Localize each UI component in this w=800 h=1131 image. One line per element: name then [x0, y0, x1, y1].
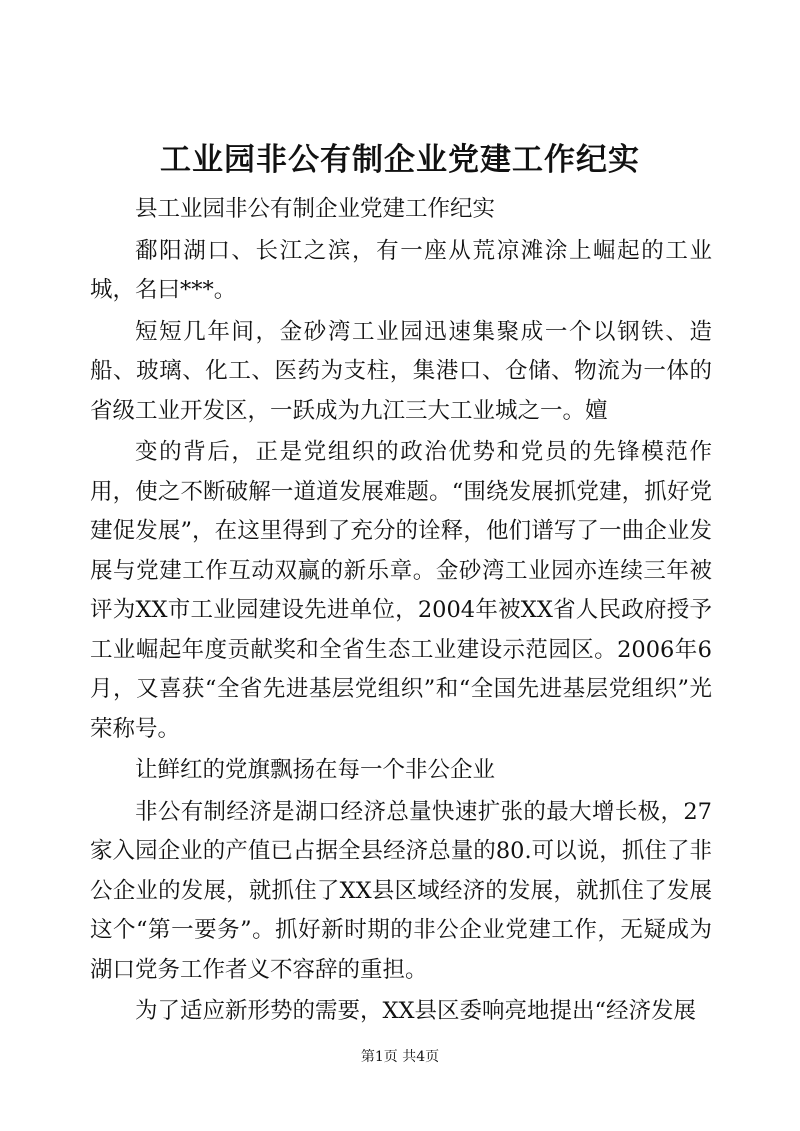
- paragraph: 非公有制经济是湖口经济总量快速扩张的最大增长极，27家入园企业的产值已占据全县经济总量的80.可以说，抓住了非公企业的发展，就抓住了XX县区域经济的发展，就抓住了发展这个“第一要务”。抓好新时期的非公企业党建工作，无疑成为湖口党务工作者义不容辞的重担。: [90, 798, 712, 983]
- document-body: [90, 190, 712, 1034]
- section-heading: 让鲜红的党旗飘扬在每一个非公企业: [135, 757, 496, 783]
- paragraph: 变的背后，正是党组织的政治优势和党员的先锋模范作用，使之不断破解一道道发展难题。“围绕发展抓党建，抓好党建促发展”，在这里得到了充分的诠释，他们谱写了一曲企业发展与党建工作互动双赢的新乐章。金砂湾工业园亦连续三年被评为XX市工业园建设先进单位，2004年被XX省人民政府授予工业崛起年度贡献奖和全省生态工业建设示范园区。2006年6月，又喜获“全省先进基层党组织”和“全国先进基层党组织”光荣称号。: [90, 439, 712, 742]
- document-title: 工业园非公有制企业党建工作纪实: [160, 142, 640, 178]
- paragraph: 鄱阳湖口、长江之滨，有一座从荒凉滩涂上崛起的工业城，名曰***。: [90, 237, 712, 303]
- paragraph: 短短几年间，金砂湾工业园迅速集聚成一个以钢铁、造船、玻璃、化工、医药为支柱，集港口、仓储、物流为一体的省级工业开发区，一跃成为九江三大工业城之一。嬗: [90, 318, 712, 424]
- paragraph-subtitle: 县工业园非公有制企业党建工作纪实: [135, 196, 496, 222]
- paragraph: 为了适应新形势的需要，XX县区委响亮地提出“经济发展: [135, 998, 697, 1024]
- page-number-footer: 第1页 共4页: [360, 1049, 440, 1065]
